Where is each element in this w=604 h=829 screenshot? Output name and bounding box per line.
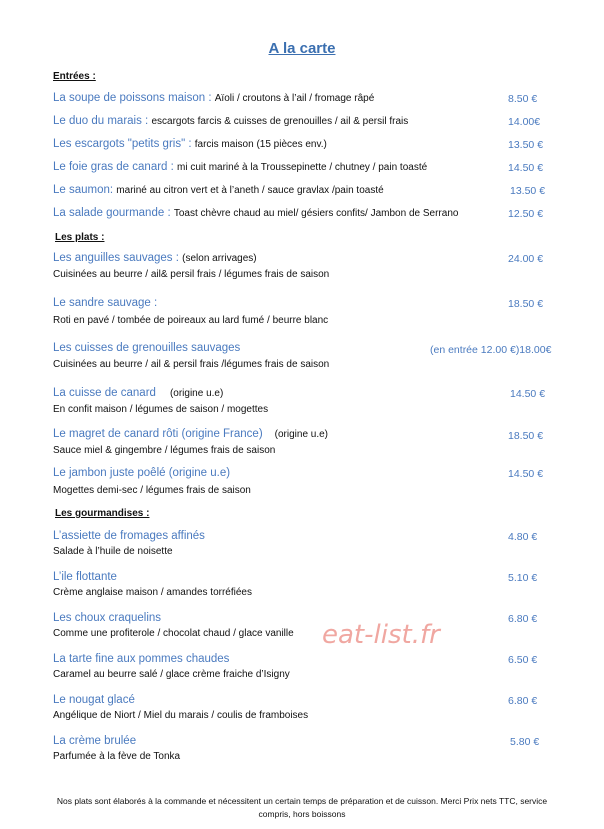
item-desc: mi cuit mariné à la Troussepinette / chutney / pain toasté	[177, 162, 428, 173]
item-price: 24.00 €	[508, 253, 544, 265]
page-title: A la carte	[268, 40, 336, 57]
menu-item	[53, 297, 157, 309]
menu-item	[53, 428, 328, 440]
menu-item	[53, 653, 229, 665]
menu-item	[53, 252, 257, 264]
item-price: 4.80 €	[508, 531, 538, 543]
item-desc: Crème anglaise maison / amandes torréfiées	[53, 587, 252, 598]
item-desc: Comme une profiterole / chocolat chaud / glace vanille	[53, 628, 294, 639]
section-heading-entrees: Entrées :	[53, 71, 96, 82]
menu-item	[53, 467, 230, 479]
item-name: Le foie gras de canard :	[53, 161, 178, 173]
item-desc: Caramel au beurre salé / glace crème fraiche d’Isigny	[53, 669, 290, 680]
item-desc: Toast chèvre chaud au miel/ gésiers confits/ Jambon de Serrano	[173, 208, 459, 219]
item-name: Le jambon juste poêlé (origine u.e)	[53, 467, 231, 479]
item-desc: Parfumée à la fève de Tonka	[53, 751, 181, 762]
item-name: La cuisse de canard	[53, 387, 156, 399]
menu-item	[53, 184, 384, 196]
item-name: Les escargots "petits gris" :	[53, 138, 195, 150]
footer-note: Nos plats sont élaborés à la commande et nécessitent un certain temps de préparation et de cuisson. Merci Prix nets TTC, service compris, hors boissons	[56, 796, 548, 819]
item-name: La tarte fine aux pommes chaudes	[53, 653, 230, 665]
item-name: L’assiette de fromages affinés	[53, 530, 205, 542]
watermark: eat-list.fr	[322, 620, 440, 650]
item-note: (selon arrivages)	[182, 253, 257, 264]
menu-item	[53, 342, 240, 354]
item-price: (en entrée 12.00 €)18.00€	[430, 344, 552, 356]
item-price: 14.50 €	[510, 388, 546, 400]
item-price: 6.80 €	[508, 613, 538, 625]
item-price: 18.50 €	[508, 430, 544, 442]
item-price: 5.10 €	[508, 572, 538, 584]
item-desc: escargots farcis & cuisses de grenouilles / ail & persil frais	[151, 116, 409, 127]
item-price: 14.50 €	[508, 468, 544, 480]
menu-item	[53, 694, 135, 706]
item-price: 8.50 €	[508, 93, 538, 105]
item-price: 6.80 €	[508, 695, 538, 707]
item-price: 6.50 €	[508, 654, 538, 666]
item-name: La soupe de poissons maison :	[53, 92, 215, 104]
item-name: L’ile flottante	[53, 571, 117, 583]
item-name: La crème brulée	[53, 735, 137, 747]
item-name: Le sandre sauvage :	[53, 297, 158, 309]
item-desc: mariné au citron vert et à l’aneth / sauce gravlax /pain toasté	[116, 185, 384, 196]
menu-item	[53, 138, 327, 150]
menu-item	[53, 115, 408, 127]
menu-item	[53, 735, 136, 747]
item-desc: Cuisinées au beurre / ail & persil frais /légumes frais de saison	[53, 359, 330, 370]
item-desc: Salade à l’huile de noisette	[53, 546, 173, 557]
item-desc: En confit maison / légumes de saison / mogettes	[53, 404, 269, 415]
item-price: 13.50 €	[508, 139, 544, 151]
menu-item	[53, 571, 117, 583]
item-name: Le duo du marais :	[53, 115, 152, 127]
item-desc: farcis maison (15 pièces env.)	[194, 139, 327, 150]
item-price: 14.50 €	[508, 162, 544, 174]
item-desc: Mogettes demi-sec / légumes frais de saison	[53, 485, 251, 496]
item-name: Les cuisses de grenouilles sauvages	[53, 342, 241, 354]
menu-item	[53, 92, 374, 104]
section-heading-gourmandises: Les gourmandises :	[55, 508, 150, 519]
item-name: Les choux craquelins	[53, 612, 162, 624]
item-name: Le nougat glacé	[53, 694, 135, 706]
menu-item	[53, 161, 427, 173]
item-price: 18.50 €	[508, 298, 544, 310]
item-desc: Sauce miel & gingembre / légumes frais de saison	[53, 445, 276, 456]
item-name: Les anguilles sauvages :	[53, 252, 183, 264]
item-desc: Aïoli / croutons à l’ail / fromage râpé	[214, 93, 375, 104]
item-name: La salade gourmande :	[53, 207, 174, 219]
menu-item	[53, 207, 458, 219]
section-heading-plats: Les plats :	[55, 232, 105, 243]
item-price: 5.80 €	[510, 736, 540, 748]
menu-item	[53, 530, 205, 542]
item-desc: Roti en pavé / tombée de poireaux au lard fumé / beurre blanc	[53, 315, 329, 326]
item-name: Le saumon:	[53, 184, 117, 196]
item-price: 12.50 €	[508, 208, 544, 220]
item-price: 13.50 €	[510, 185, 546, 197]
item-price: 14.00€	[508, 116, 541, 128]
menu-item	[53, 387, 223, 399]
item-note: (origine u.e)	[274, 429, 329, 440]
item-name: Le magret de canard rôti (origine France)	[53, 428, 263, 440]
item-desc: Cuisinées au beurre / ail& persil frais / légumes frais de saison	[53, 269, 330, 280]
item-note: (origine u.e)	[169, 388, 224, 399]
menu-item	[53, 612, 161, 624]
item-desc: Angélique de Niort / Miel du marais / coulis de framboises	[53, 710, 309, 721]
